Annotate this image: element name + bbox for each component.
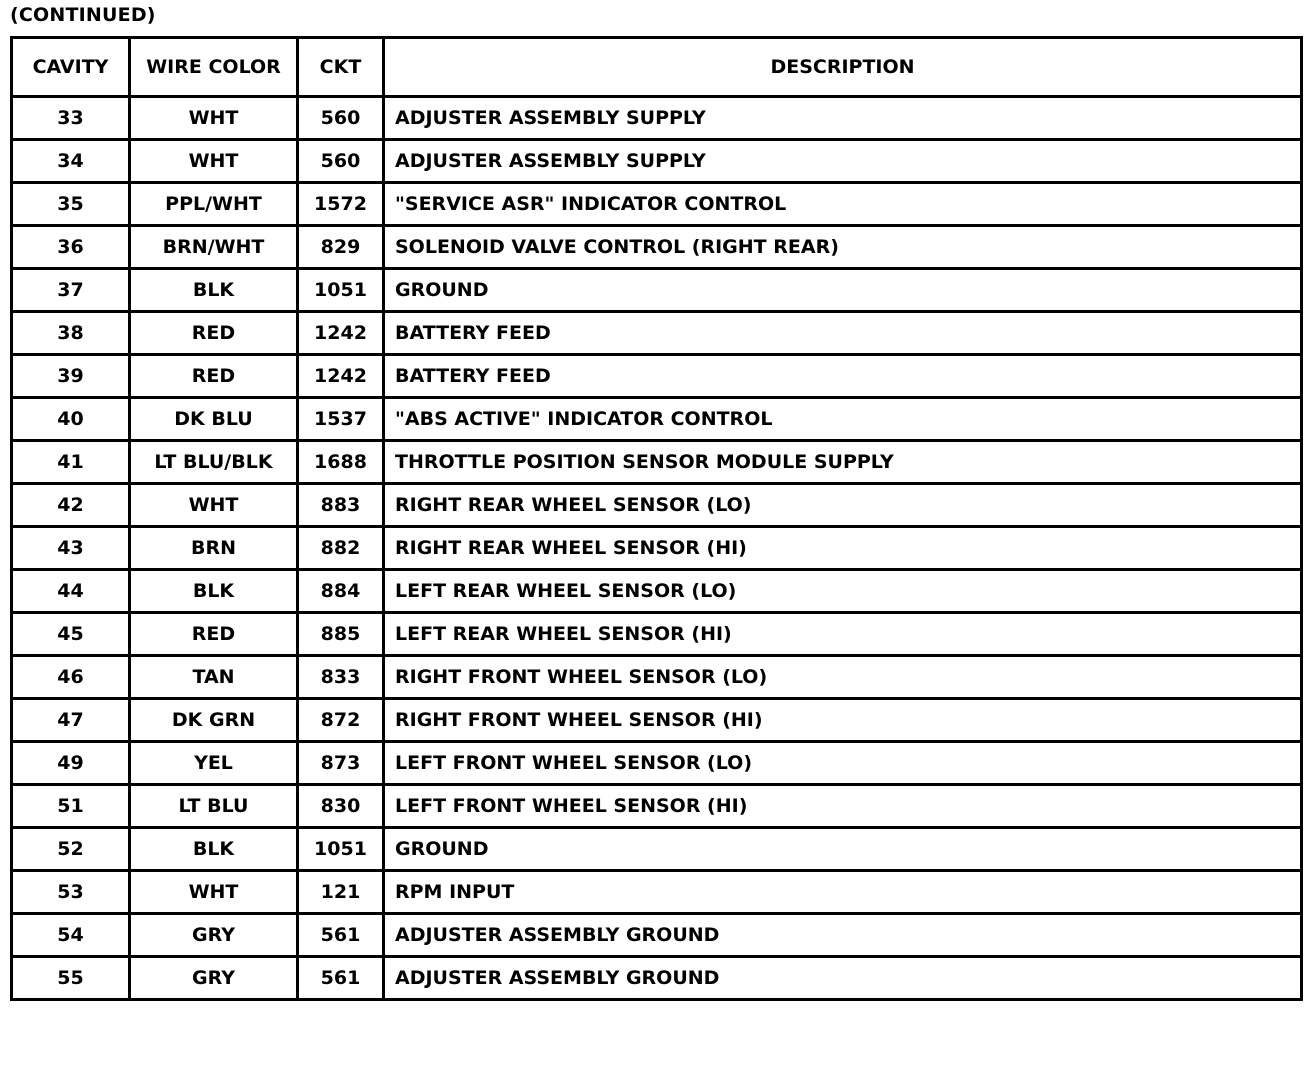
cell-ckt: 872 [298, 699, 384, 742]
cell-description: SOLENOID VALVE CONTROL (RIGHT REAR) [384, 226, 1302, 269]
table-body [12, 97, 1302, 1000]
cell-ckt: 885 [298, 613, 384, 656]
connector-cavity-table [10, 36, 1303, 1001]
table-row [12, 957, 1302, 1000]
table-row [12, 226, 1302, 269]
table-row [12, 785, 1302, 828]
cell-ckt: 833 [298, 656, 384, 699]
cell-wire-color: DK BLU [130, 398, 298, 441]
cell-description: ADJUSTER ASSEMBLY GROUND [384, 914, 1302, 957]
table-row [12, 183, 1302, 226]
table-row [12, 828, 1302, 871]
cell-ckt: 560 [298, 140, 384, 183]
cell-cavity: 33 [12, 97, 130, 140]
cell-ckt: 121 [298, 871, 384, 914]
cell-ckt: 1242 [298, 355, 384, 398]
cell-ckt: 1051 [298, 828, 384, 871]
cell-description: GROUND [384, 828, 1302, 871]
cell-cavity: 54 [12, 914, 130, 957]
cell-cavity: 45 [12, 613, 130, 656]
cell-ckt: 1051 [298, 269, 384, 312]
table-row [12, 699, 1302, 742]
cell-cavity: 55 [12, 957, 130, 1000]
cell-description: BATTERY FEED [384, 312, 1302, 355]
cell-wire-color: GRY [130, 914, 298, 957]
cell-wire-color: WHT [130, 140, 298, 183]
cell-ckt: 873 [298, 742, 384, 785]
cell-cavity: 41 [12, 441, 130, 484]
table-row [12, 742, 1302, 785]
cell-ckt: 882 [298, 527, 384, 570]
cell-cavity: 36 [12, 226, 130, 269]
cell-wire-color: BLK [130, 269, 298, 312]
cell-wire-color: PPL/WHT [130, 183, 298, 226]
cell-wire-color: RED [130, 355, 298, 398]
cell-description: LEFT REAR WHEEL SENSOR (HI) [384, 613, 1302, 656]
cell-ckt: 1242 [298, 312, 384, 355]
cell-wire-color: WHT [130, 97, 298, 140]
table-row [12, 355, 1302, 398]
page-caption: (CONTINUED) [10, 4, 156, 26]
cell-ckt: 1572 [298, 183, 384, 226]
cell-wire-color: WHT [130, 871, 298, 914]
cell-wire-color: GRY [130, 957, 298, 1000]
cell-description: "ABS ACTIVE" INDICATOR CONTROL [384, 398, 1302, 441]
table-row [12, 140, 1302, 183]
table-row [12, 656, 1302, 699]
cell-cavity: 44 [12, 570, 130, 613]
cell-wire-color: YEL [130, 742, 298, 785]
cell-description: ADJUSTER ASSEMBLY SUPPLY [384, 97, 1302, 140]
cell-ckt: 830 [298, 785, 384, 828]
table-row [12, 97, 1302, 140]
cell-cavity: 39 [12, 355, 130, 398]
cell-cavity: 38 [12, 312, 130, 355]
table-row [12, 527, 1302, 570]
cell-description: BATTERY FEED [384, 355, 1302, 398]
cell-description: RPM INPUT [384, 871, 1302, 914]
cell-cavity: 53 [12, 871, 130, 914]
cell-wire-color: DK GRN [130, 699, 298, 742]
cell-ckt: 883 [298, 484, 384, 527]
cell-description: LEFT REAR WHEEL SENSOR (LO) [384, 570, 1302, 613]
cell-wire-color: LT BLU [130, 785, 298, 828]
table-row [12, 871, 1302, 914]
cell-description: ADJUSTER ASSEMBLY GROUND [384, 957, 1302, 1000]
cell-cavity: 42 [12, 484, 130, 527]
cell-wire-color: BRN/WHT [130, 226, 298, 269]
table-row [12, 570, 1302, 613]
cell-ckt: 560 [298, 97, 384, 140]
cell-description: RIGHT REAR WHEEL SENSOR (HI) [384, 527, 1302, 570]
cell-wire-color: WHT [130, 484, 298, 527]
cell-ckt: 561 [298, 914, 384, 957]
header-cavity: CAVITY [12, 38, 130, 97]
cell-wire-color: RED [130, 312, 298, 355]
cell-description: LEFT FRONT WHEEL SENSOR (LO) [384, 742, 1302, 785]
cell-cavity: 40 [12, 398, 130, 441]
cell-wire-color: BRN [130, 527, 298, 570]
table-row [12, 312, 1302, 355]
table-row [12, 484, 1302, 527]
table-row [12, 398, 1302, 441]
cell-description: GROUND [384, 269, 1302, 312]
table-header-row [12, 38, 1302, 97]
table-row [12, 441, 1302, 484]
cell-cavity: 46 [12, 656, 130, 699]
cell-ckt: 1688 [298, 441, 384, 484]
cell-description: LEFT FRONT WHEEL SENSOR (HI) [384, 785, 1302, 828]
cell-wire-color: BLK [130, 570, 298, 613]
cell-cavity: 49 [12, 742, 130, 785]
cell-ckt: 884 [298, 570, 384, 613]
table-row [12, 613, 1302, 656]
table-row [12, 914, 1302, 957]
cell-description: THROTTLE POSITION SENSOR MODULE SUPPLY [384, 441, 1302, 484]
cell-ckt: 561 [298, 957, 384, 1000]
cell-cavity: 51 [12, 785, 130, 828]
cell-cavity: 35 [12, 183, 130, 226]
cell-cavity: 47 [12, 699, 130, 742]
cell-description: ADJUSTER ASSEMBLY SUPPLY [384, 140, 1302, 183]
cell-description: "SERVICE ASR" INDICATOR CONTROL [384, 183, 1302, 226]
cell-wire-color: RED [130, 613, 298, 656]
cell-wire-color: BLK [130, 828, 298, 871]
header-description: DESCRIPTION [384, 38, 1302, 97]
cell-wire-color: LT BLU/BLK [130, 441, 298, 484]
header-wire-color: WIRE COLOR [130, 38, 298, 97]
cell-description: RIGHT REAR WHEEL SENSOR (LO) [384, 484, 1302, 527]
table-row [12, 269, 1302, 312]
cell-ckt: 1537 [298, 398, 384, 441]
cell-cavity: 52 [12, 828, 130, 871]
cell-cavity: 34 [12, 140, 130, 183]
cell-description: RIGHT FRONT WHEEL SENSOR (LO) [384, 656, 1302, 699]
cell-ckt: 829 [298, 226, 384, 269]
cell-cavity: 43 [12, 527, 130, 570]
header-ckt: CKT [298, 38, 384, 97]
cell-wire-color: TAN [130, 656, 298, 699]
cell-cavity: 37 [12, 269, 130, 312]
cell-description: RIGHT FRONT WHEEL SENSOR (HI) [384, 699, 1302, 742]
